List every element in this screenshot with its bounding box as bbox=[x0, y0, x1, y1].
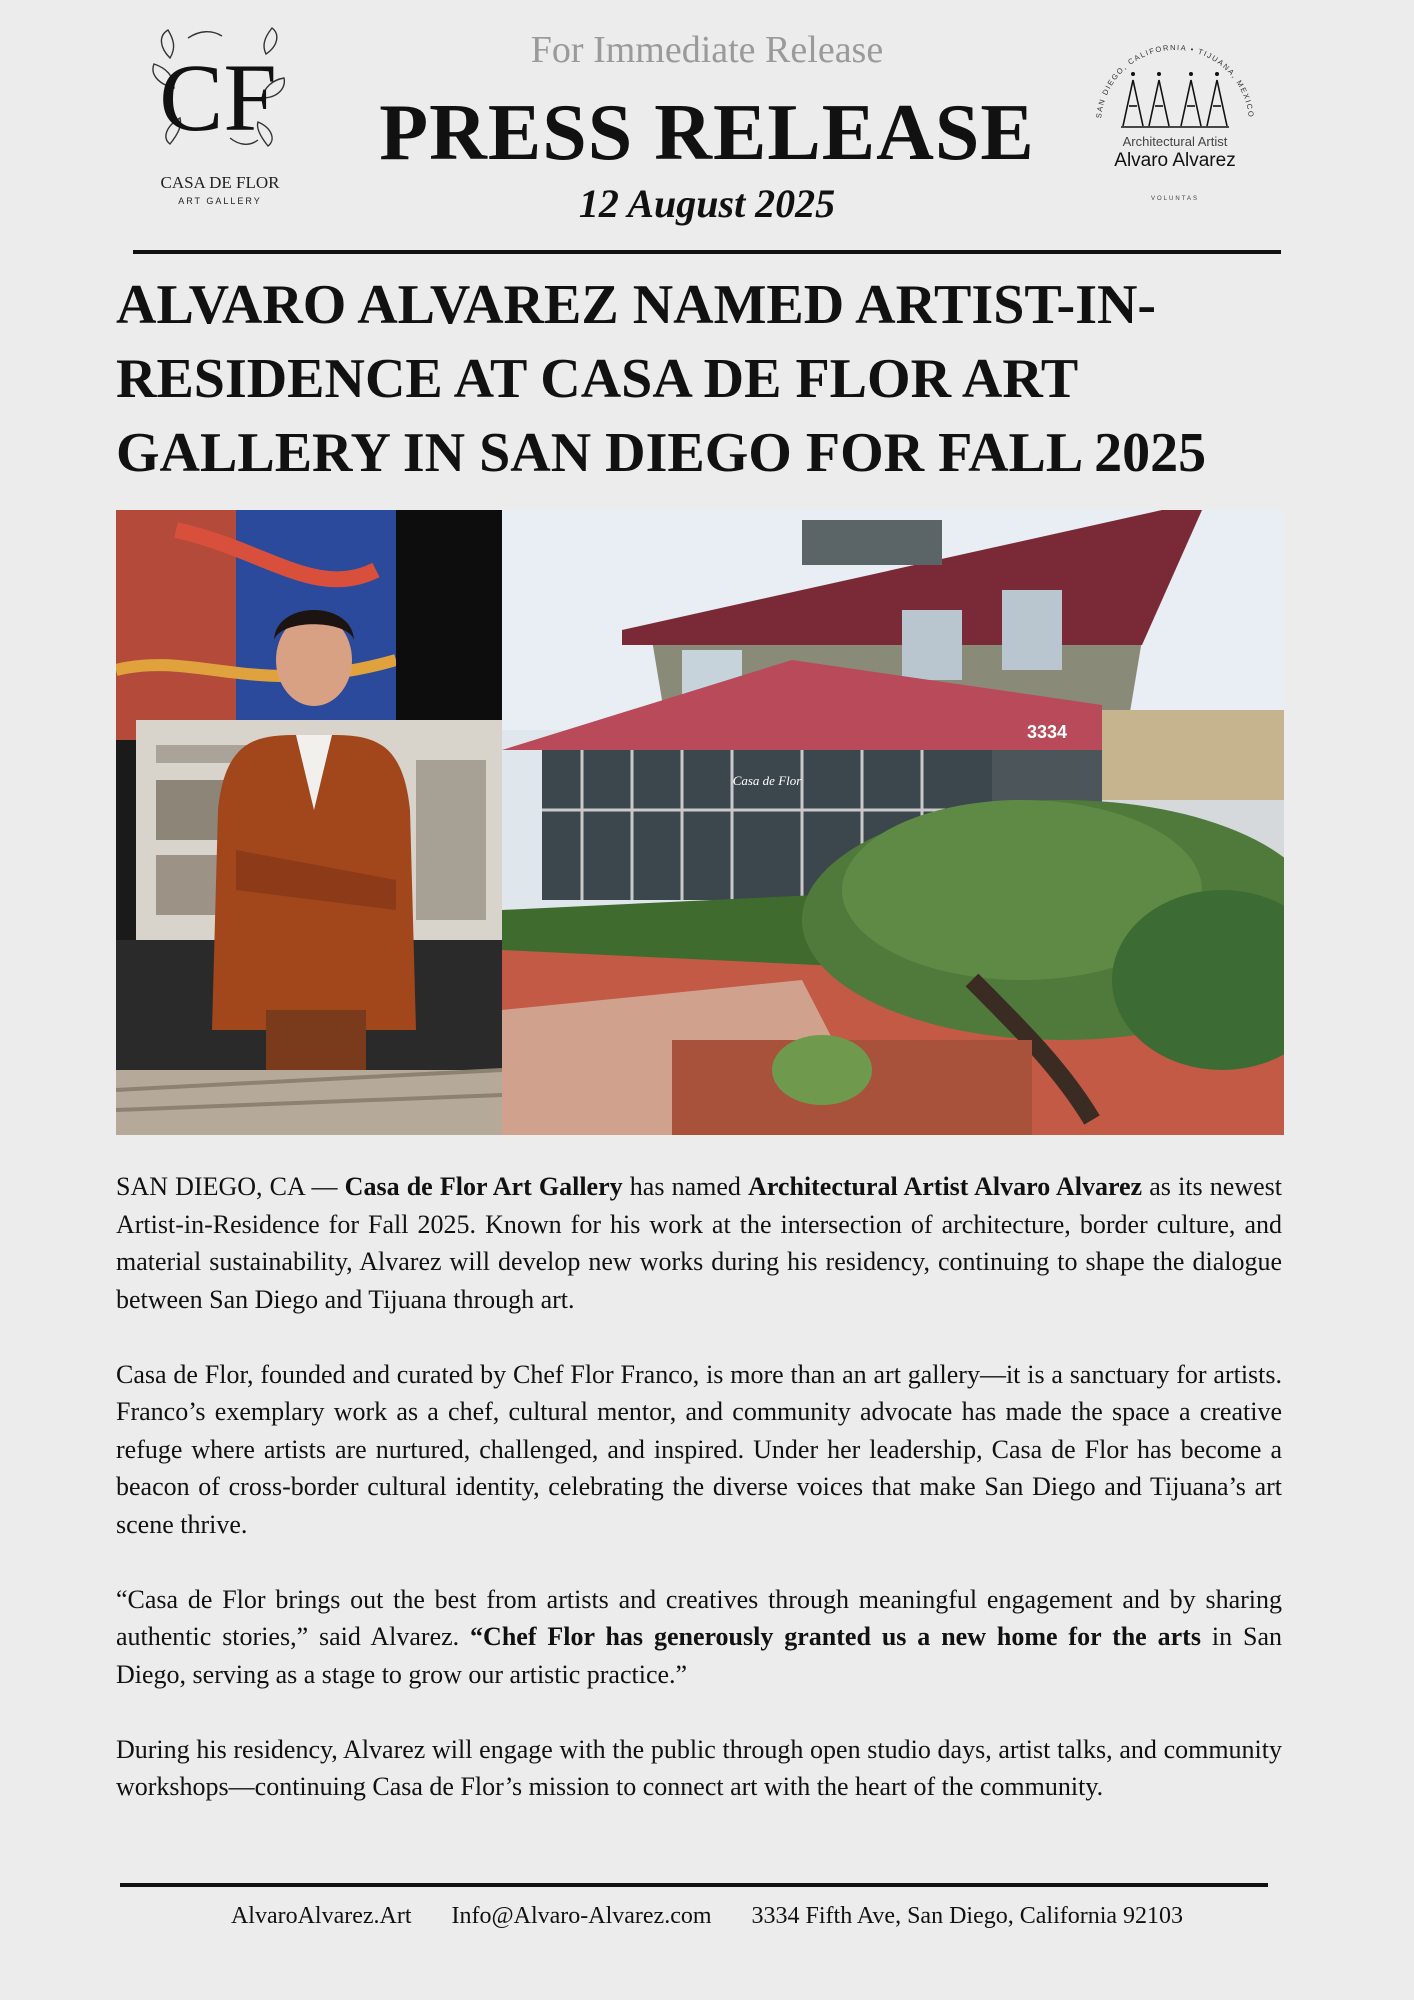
paragraph-3-quote: “Casa de Flor brings out the best from artists and creatives through meaningful engagement and by sharing authentic stories,” said Alvarez. “Chef Flor has generously granted us a new home for the arts in San Diego, serving as a stage to grow our artistic practice.” bbox=[116, 1584, 1282, 1689]
footer-address: 3334 Fifth Ave, San Diego, California 92103 bbox=[751, 1903, 1184, 1929]
headline: ALVARO ALVAREZ NAMED ARTIST-IN-RESIDENCE AT CASA DE FLOR ART GALLERY IN SAN DIEGO FOR FALL 2025 bbox=[116, 274, 1207, 484]
footer-email[interactable]: Info@Alvaro-Alvarez.com bbox=[451, 1903, 712, 1929]
seal-arc-text: SAN DIEGO, CALIFORNIA • TIJUANA, MEXICO bbox=[1094, 42, 1256, 119]
footer-divider bbox=[120, 1883, 1268, 1887]
paragraph-2: Casa de Flor, founded and curated by Chef Flor Franco, is more than an art gallery—it is a sanctuary for artists. Franco’s exemplary work as a chef, cultural mentor, and community advocate has made the space a creative refuge where artists are nurtured, challenged, and inspired. Under her leadership, Casa de Flor has become a beacon of cross-border cultural identity, celebrating the diverse voices that make San Diego and Tijuana’s art scene thrive. bbox=[116, 1359, 1282, 1539]
release-date: 12 August 2025 bbox=[578, 181, 836, 226]
page-title: PRESS RELEASE bbox=[379, 89, 1035, 177]
artist-portrait-photo bbox=[116, 510, 502, 1135]
logo-tagline: ART GALLERY bbox=[178, 196, 262, 206]
seal-line2: Alvaro Alvarez bbox=[1114, 150, 1236, 171]
seal-line1: Architectural Artist bbox=[1122, 134, 1228, 149]
gallery-building-photo bbox=[502, 510, 1284, 1135]
window-sign: Casa de Flor bbox=[732, 773, 802, 788]
press-release-body bbox=[116, 1168, 1282, 1843]
footer bbox=[0, 1903, 1414, 1930]
paragraph-4: During his residency, Alvarez will engage with the public through open studio days, artist talks, and community workshops—continuing Casa de Flor’s mission to connect art with the heart of the community. bbox=[116, 1734, 1282, 1801]
seal-motto: VOLUNTAS bbox=[1151, 196, 1199, 202]
release-subtitle: For Immediate Release bbox=[530, 29, 884, 71]
logo-name: CASA DE FLOR bbox=[160, 173, 280, 192]
footer-website[interactable]: AlvaroAlvarez.Art bbox=[230, 1903, 412, 1929]
logo-monogram: CF bbox=[159, 44, 277, 151]
paragraph-1: SAN DIEGO, CA — Casa de Flor Art Gallery has named Architectural Artist Alvaro Alvarez as its newest Artist-in-Residence for Fall 2025. Known for his work at the intersection of architecture, border culture, and material sustainability, Alvarez will develop new works during his residency, continuing to shape the dialogue between San Diego and Tijuana through art. bbox=[116, 1172, 1282, 1314]
header-divider bbox=[133, 250, 1281, 254]
building-number: 3334 bbox=[1026, 722, 1068, 742]
